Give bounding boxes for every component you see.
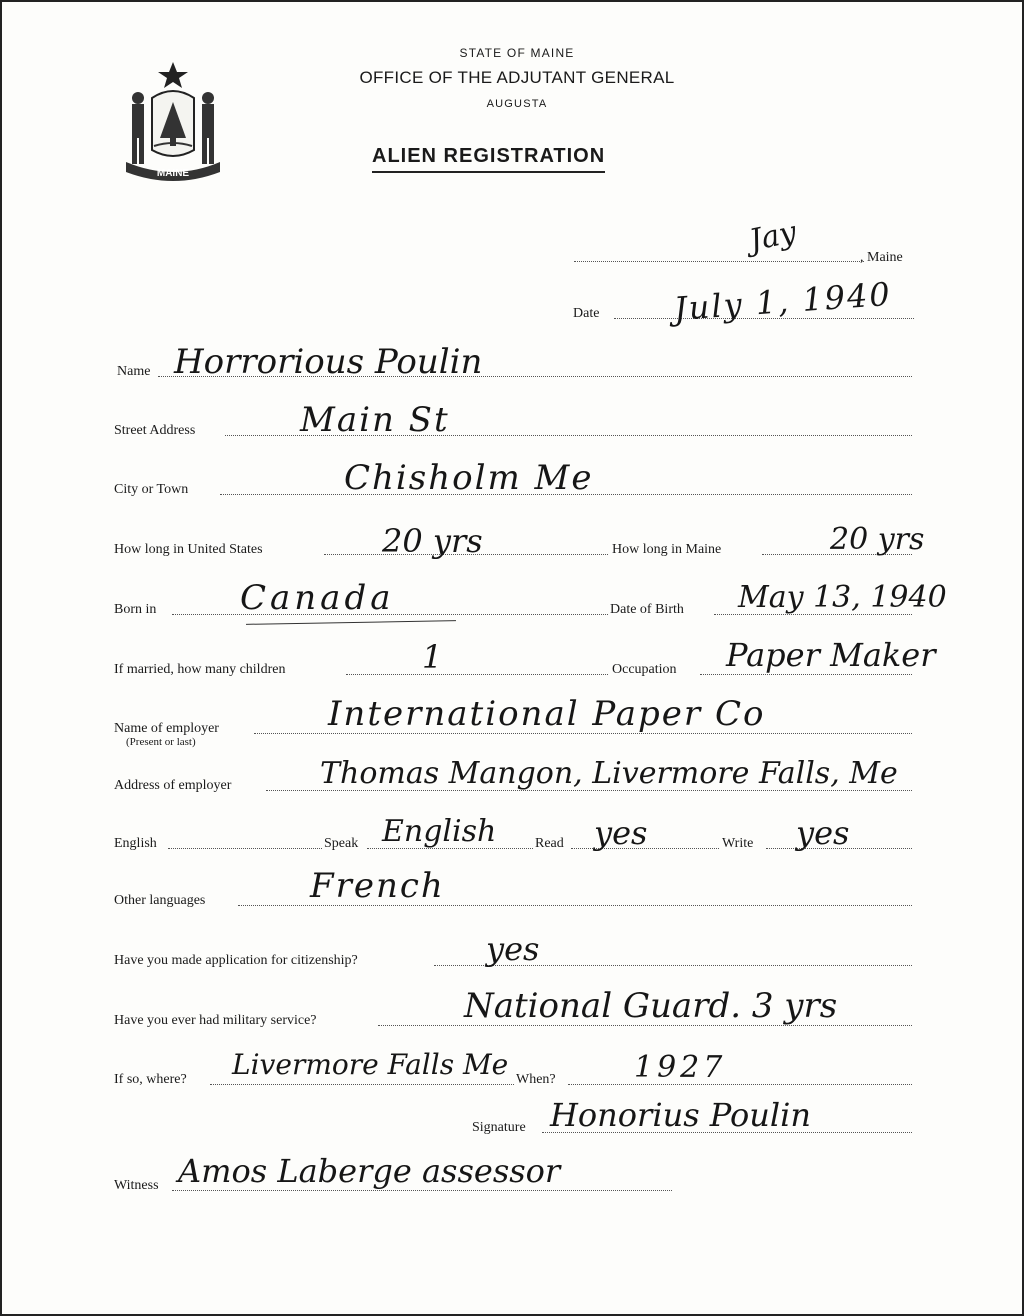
where-value: Livermore Falls Me xyxy=(232,1048,509,1081)
town-value: Jay xyxy=(746,214,800,259)
employer-address-value: Thomas Mangon, Livermore Falls, Me xyxy=(320,756,898,791)
children-label: If married, how many children xyxy=(114,662,286,677)
employer-sublabel: (Present or last) xyxy=(126,736,196,748)
how-long-us-label: How long in United States xyxy=(114,542,263,557)
military-value: National Guard. 3 yrs xyxy=(464,986,838,1026)
name-label: Name xyxy=(117,364,151,379)
other-languages-value: French xyxy=(310,866,445,906)
citizenship-label: Have you made application for citizenship? xyxy=(114,953,358,968)
occupation-line xyxy=(700,674,912,675)
seal-lettering: MAINE xyxy=(156,168,190,179)
when-value: 1927 xyxy=(634,1050,727,1085)
born-in-underline xyxy=(246,620,456,625)
children-line xyxy=(346,674,608,675)
when-label: When? xyxy=(516,1072,556,1087)
when-line xyxy=(568,1084,912,1085)
city-value: Chisholm Me xyxy=(344,458,594,498)
read-label: Read xyxy=(535,836,564,851)
born-in-label: Born in xyxy=(114,602,157,617)
name-value: Horrorious Poulin xyxy=(174,342,483,382)
state-heading: STATE OF MAINE xyxy=(459,46,575,60)
military-label: Have you ever had military service? xyxy=(114,1013,317,1028)
write-label: Write xyxy=(722,836,754,851)
maine-suffix-label: , Maine xyxy=(860,250,903,265)
how-long-maine-value: 20 yrs xyxy=(830,522,925,557)
signature-value: Honorius Poulin xyxy=(550,1096,811,1134)
city-heading: AUGUSTA xyxy=(486,98,548,110)
citizenship-value: yes xyxy=(486,930,540,968)
office-heading: OFFICE OF THE ADJUTANT GENERAL xyxy=(359,68,675,87)
english-line xyxy=(168,848,322,849)
town-line xyxy=(574,261,864,262)
children-value: 1 xyxy=(422,638,443,676)
employer-address-label: Address of employer xyxy=(114,778,232,793)
street-value: Main St xyxy=(300,400,450,440)
how-long-us-value: 20 yrs xyxy=(382,522,483,560)
occupation-value: Paper Maker xyxy=(726,636,936,674)
employer-label: Name of employer xyxy=(114,721,219,736)
date-value: July 1, 1940 xyxy=(672,274,893,328)
employer-value: International Paper Co xyxy=(328,694,766,734)
street-label: Street Address xyxy=(114,423,196,438)
witness-line xyxy=(172,1190,672,1191)
dob-value: May 13, 1940 xyxy=(738,580,947,615)
dob-label: Date of Birth xyxy=(610,602,684,617)
read-value: yes xyxy=(594,814,648,852)
witness-label: Witness xyxy=(114,1178,159,1193)
english-label: English xyxy=(114,836,157,851)
speak-label: Speak xyxy=(324,836,359,851)
other-languages-label: Other languages xyxy=(114,893,206,908)
city-label: City or Town xyxy=(114,482,189,497)
witness-value: Amos Laberge assessor xyxy=(178,1152,561,1190)
occupation-label: Occupation xyxy=(612,662,677,677)
signature-label: Signature xyxy=(472,1120,526,1135)
speak-value: English xyxy=(382,814,497,849)
where-line xyxy=(210,1084,514,1085)
maine-state-seal-icon xyxy=(116,58,230,184)
born-in-value: Canada xyxy=(240,578,395,618)
write-value: yes xyxy=(796,814,850,852)
date-label: Date xyxy=(573,306,600,321)
form-title: ALIEN REGISTRATION xyxy=(372,145,605,173)
how-long-maine-label: How long in Maine xyxy=(612,542,722,557)
where-label: If so, where? xyxy=(114,1072,187,1087)
